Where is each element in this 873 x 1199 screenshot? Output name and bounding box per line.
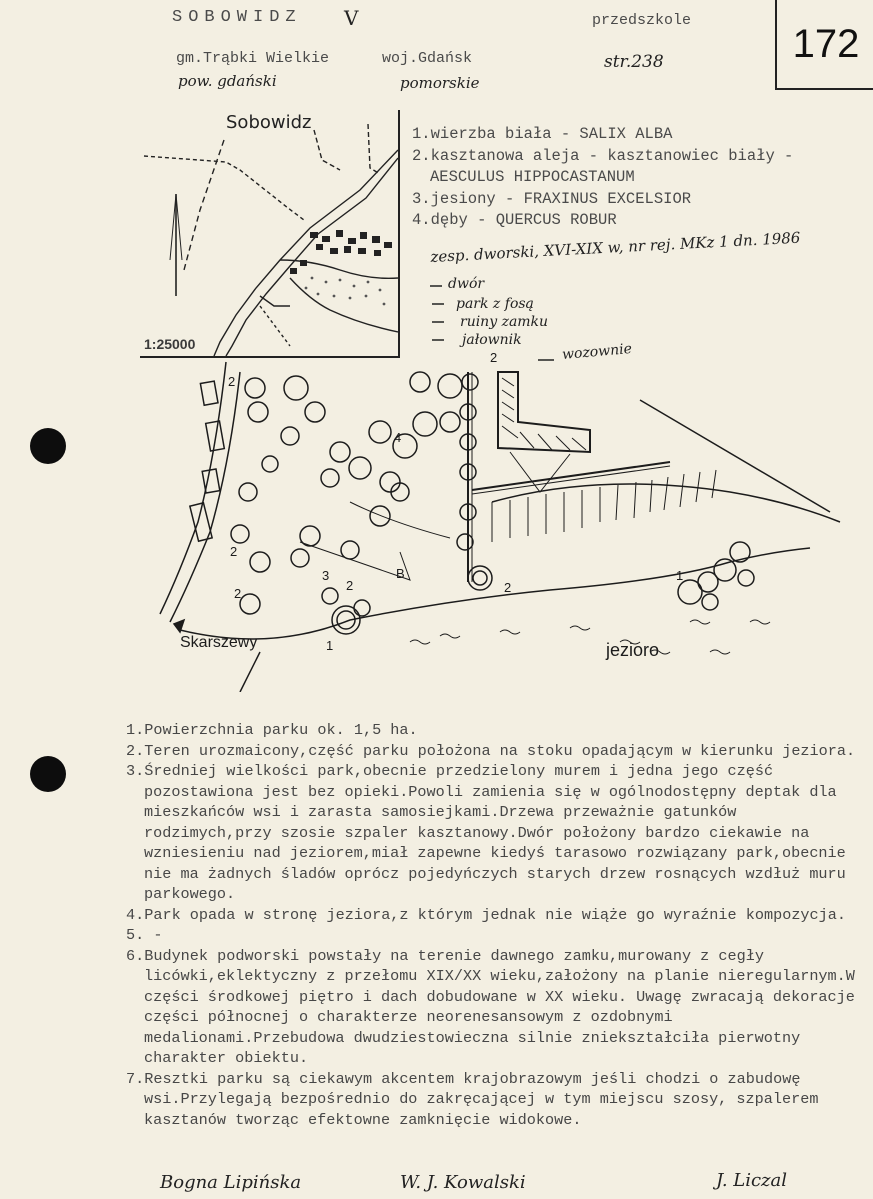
lake-label: jezioro xyxy=(606,640,660,660)
page-reference: str.238 xyxy=(604,52,664,72)
village-check-mark: V xyxy=(344,6,359,30)
plan-mark: 4 xyxy=(394,430,402,445)
punch-hole-bottom xyxy=(30,756,66,792)
plan-mark: 2 xyxy=(234,586,242,601)
plan-mark: 2 xyxy=(490,352,498,365)
plan-mark: 2 xyxy=(346,578,354,593)
handwritten-item: dwór xyxy=(448,276,485,292)
plan-mark: 1 xyxy=(676,568,684,583)
road-label: Skarszewy xyxy=(180,634,258,651)
species-legend xyxy=(412,124,793,232)
signature: W. J. Kowalski xyxy=(400,1172,526,1193)
plan-mark: 2 xyxy=(230,544,238,559)
powiat-handwritten: pow. gdański xyxy=(178,72,277,90)
handwritten-item: jałownik xyxy=(462,332,522,348)
legend-item: 1.wierzba biała - SALIX ALBA xyxy=(412,125,673,143)
legend-item: 4.dęby - QUERCUS ROBUR xyxy=(412,211,617,229)
park-plan xyxy=(150,352,870,692)
note-item: 4.Park opada w stronę jeziora,z którym jednak nie wiąże go wyraźnie kompozycja. xyxy=(126,905,847,924)
note-item: 3.Średniej wielkości park,obecnie przedzielony murem i jedna jego część pozostawiona jest bez opieki.Powoli zamienia się w ogólnodostępny deptak dla mieszkańców wsi i zarasta samosiejkami.Drzewa przeważnie gatunków rodzimych,przy szosie szpaler kasztanowy.Dwór położony bardzo ciekawie na wzniesieniu nad jeziorem,miał zapewne kiedyś tarasowo rozwiązany park,obecnie nie ma żadnych śladów oprócz pojedyńczych starych drzew rosnących wzdłuż muru parkowego. xyxy=(126,762,846,903)
location-map-drawing xyxy=(140,110,398,356)
description-notes xyxy=(126,720,866,1130)
handwritten-item: ruiny zamku xyxy=(460,314,549,330)
plan-mark: 3 xyxy=(322,568,330,583)
card-number-box xyxy=(775,0,873,90)
gmina-label: gm.Trąbki Wielkie xyxy=(176,50,330,67)
plan-mark: 2 xyxy=(228,374,236,389)
object-type: przedszkole xyxy=(592,12,692,29)
signature: J. Liczal xyxy=(716,1170,788,1191)
location-map xyxy=(140,110,400,358)
plan-mark: B xyxy=(396,566,405,581)
voivodeship-label: woj.Gdańsk xyxy=(382,50,473,67)
note-item: 6.Budynek podworski powstały na terenie dawnego zamku,murowany z cegły licówki,eklektyczny z przełomu XIX/XX wieku,założony na planie nieregularnym.W części środkowej piętro i dach dobudowane w XX wieku. Uwagę zwracają dekoracje części północnej o charakterze neorenesansowym z ozdobnymi medalionami.Przebudowa dwudziestowieczna silnie zniekształciła pierwotny charakter obiektu. xyxy=(126,946,855,1067)
plan-mark: 1 xyxy=(326,638,334,653)
handwritten-item: wozownie xyxy=(561,340,633,364)
village-name: SOBOWIDZ xyxy=(172,8,302,27)
handwritten-register-note: zesp. dworski, XVI-XIX w, nr rej. MKz 1 dn. 1986 xyxy=(430,228,801,266)
signature: Bogna Lipińska xyxy=(160,1172,302,1193)
handwritten-item: park z fosą xyxy=(456,296,534,312)
card-number: 172 xyxy=(792,21,860,66)
map-title: Sobowidz xyxy=(226,112,312,133)
legend-item: 3.jesiony - FRAXINUS EXCELSIOR xyxy=(412,189,692,208)
note-item: 2.Teren urozmaicony,część parku położona na stoku opadającym w kierunku jeziora. xyxy=(126,741,856,760)
voivodeship-handwritten: pomorskie xyxy=(400,74,480,92)
note-item: 7.Resztki parku są ciekawym akcentem krajobrazowym jeśli chodzi o zabudowę wsi.Przylegają bezpośrednio do zakręcającej w tym miejscu szosy, szpalerem kasztanów tworząc efektowne zamknięcie widokowe. xyxy=(126,1069,819,1129)
plan-mark: 2 xyxy=(504,580,512,595)
note-item: 5. - xyxy=(126,926,163,944)
note-item: 1.Powierzchnia parku ok. 1,5 ha. xyxy=(126,721,418,739)
map-scale: 1:25000 xyxy=(144,336,196,352)
legend-item: 2.kasztanowa aleja - kasztanowiec biały - xyxy=(412,146,794,165)
legend-item: AESCULUS HIPPOCASTANUM xyxy=(430,168,635,186)
punch-hole-top xyxy=(30,428,66,464)
